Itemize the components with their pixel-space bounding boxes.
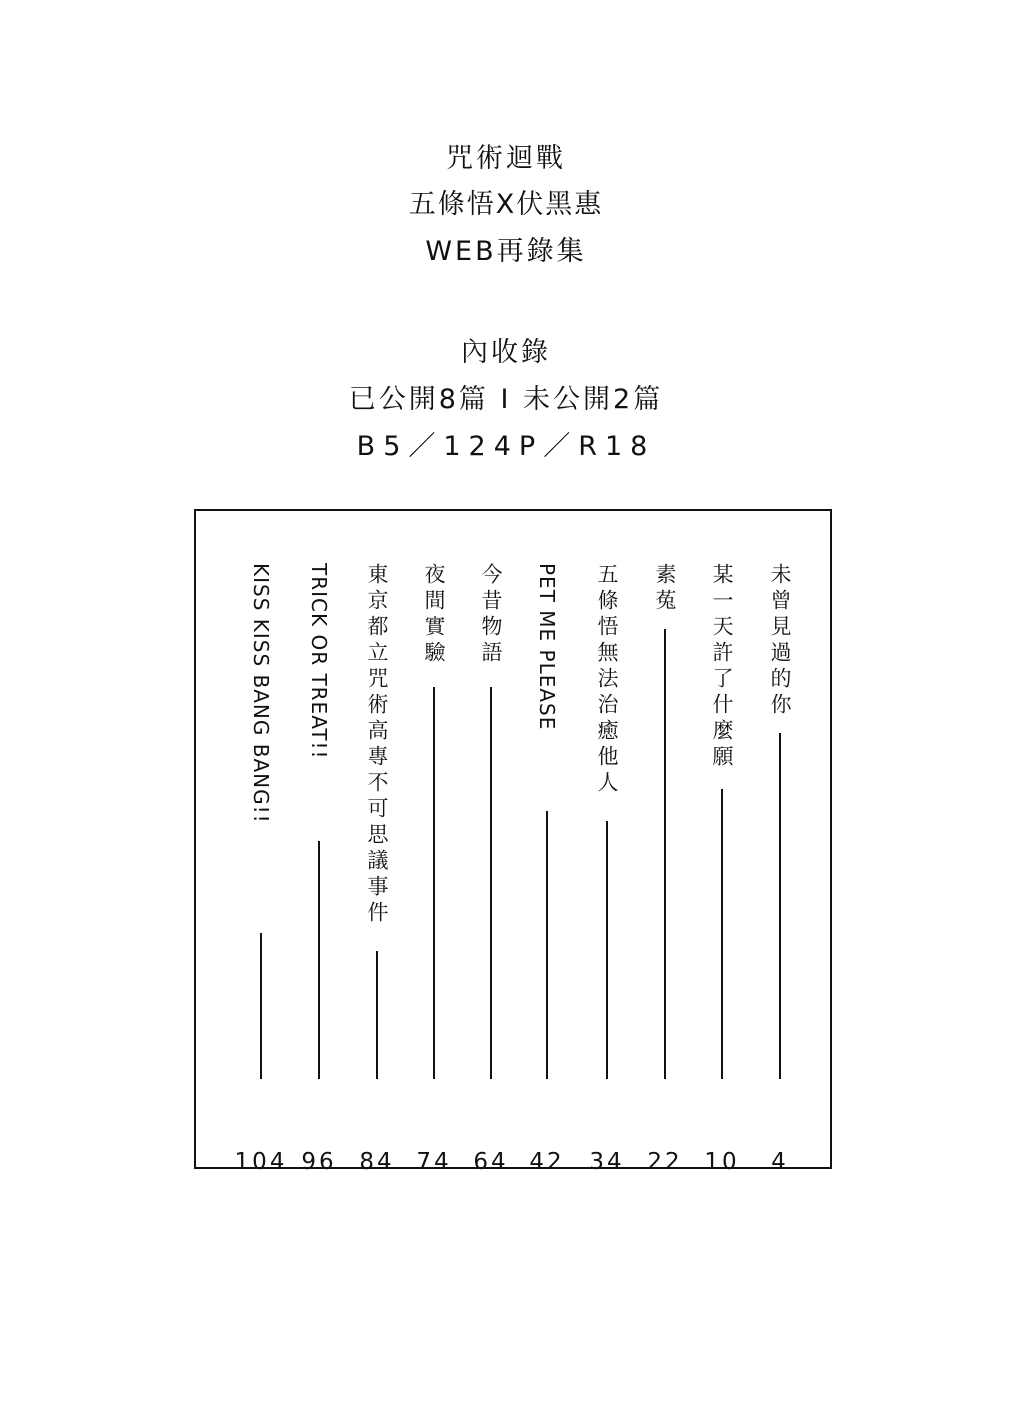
toc-leader-line bbox=[606, 821, 608, 1079]
toc-entry-title: 未曾見過的你 bbox=[768, 563, 792, 719]
toc-entry bbox=[299, 563, 339, 1175]
toc-entry-title: PET ME PLEASE bbox=[535, 563, 559, 731]
toc-entry bbox=[234, 563, 288, 1175]
contents-heading: 內收錄 bbox=[461, 337, 551, 368]
toc-leader-line bbox=[318, 841, 320, 1079]
toc-entry-page: 84 bbox=[359, 1149, 395, 1175]
toc-entry-title: 某一天許了什麼願 bbox=[710, 563, 734, 771]
toc-leader-line bbox=[546, 811, 548, 1079]
toc-entry bbox=[471, 563, 511, 1175]
toc-entry-page: 34 bbox=[589, 1149, 625, 1175]
toc-entry-page: 96 bbox=[301, 1149, 337, 1175]
collection-subtitle: WEB再錄集 bbox=[425, 236, 587, 267]
toc-entry bbox=[760, 563, 800, 1175]
toc-entry bbox=[357, 563, 397, 1175]
toc-entry-title: 夜間實驗 bbox=[422, 563, 446, 667]
toc-leader-line bbox=[376, 951, 378, 1079]
toc-leader-line bbox=[664, 629, 666, 1079]
toc-entry-page: 22 bbox=[647, 1149, 683, 1175]
toc-entry-title: 素菟 bbox=[653, 563, 677, 615]
toc-entry bbox=[702, 563, 742, 1175]
toc-leader-line bbox=[260, 933, 262, 1079]
toc-entry-page: 104 bbox=[234, 1149, 288, 1175]
story-counts: 已公開8篇 I 未公開2篇 bbox=[348, 384, 664, 415]
toc-entry-page: 4 bbox=[771, 1149, 789, 1175]
toc-entry-page: 64 bbox=[473, 1149, 509, 1175]
toc-leader-line bbox=[433, 687, 435, 1079]
toc-entry bbox=[587, 563, 627, 1175]
toc-entry bbox=[527, 563, 567, 1175]
toc-entry-title: 東京都立咒術高專不可思議事件 bbox=[365, 563, 389, 927]
toc-entry bbox=[645, 563, 685, 1175]
toc-entry-title: 五條悟無法治癒他人 bbox=[595, 563, 619, 797]
toc-leader-line bbox=[721, 789, 723, 1079]
book-specs: B5／124P／R18 bbox=[356, 431, 656, 462]
pairing-subtitle: 五條悟X伏黑惠 bbox=[408, 189, 604, 220]
table-of-contents bbox=[194, 509, 832, 1175]
book-title: 咒術迴戰 bbox=[446, 143, 566, 174]
toc-leader-line bbox=[779, 733, 781, 1079]
toc-entry-title: KISS KISS BANG BANG!! bbox=[249, 563, 273, 824]
toc-entry-page: 42 bbox=[529, 1149, 565, 1175]
toc-leader-line bbox=[490, 687, 492, 1079]
toc-entry-page: 74 bbox=[416, 1149, 452, 1175]
toc-entry bbox=[414, 563, 454, 1175]
toc-entry-title: 今昔物語 bbox=[479, 563, 503, 667]
toc-entry-title: TRICK OR TREAT!! bbox=[307, 563, 331, 760]
toc-entry-page: 10 bbox=[704, 1149, 740, 1175]
